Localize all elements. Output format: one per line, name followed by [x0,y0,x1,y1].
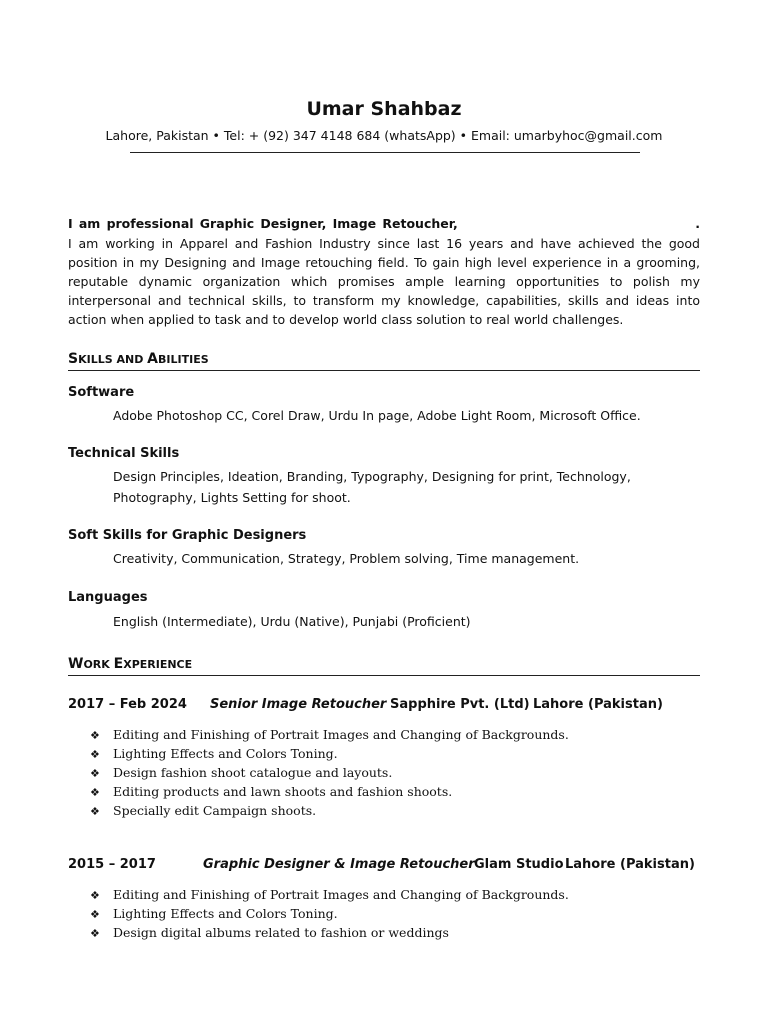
job-location: Lahore (Pakistan) [533,697,663,712]
software-list: Adobe Photoshop CC, Corel Draw, Urdu In page, Adobe Light Room, Microsoft Office. [113,408,641,423]
diamond-bullet-icon: ❖ [90,786,100,799]
list-item: ❖ Specially edit Campaign shoots. [90,802,569,821]
technical-skills-heading: Technical Skills [68,446,180,461]
work-section-title: WORK EXPERIENCE [68,656,700,676]
headline-word: Image [332,216,377,231]
headline-word: Designer, [260,216,327,231]
job-location: Lahore (Pakistan) [565,857,695,872]
job-bullet-list [90,886,569,943]
job-company: Sapphire Pvt. (Ltd) [390,697,530,712]
list-item: ❖ Editing and Finishing of Portrait Images and Changing of Backgrounds. [90,726,569,745]
job-bullet-list [90,726,569,821]
contact-line: Lahore, Pakistan • Tel: + (92) 347 4148 684 (whatsApp) • Email: umarbyhoc@gmail.com [105,128,663,143]
job-title: Senior Image Retoucher [210,697,387,712]
summary-paragraph: I am working in Apparel and Fashion Industry since last 16 years and have achieved the good position in my Designing and Image retouching field. To gain high level experience in a grooming, reputable dynamic organization which promises ample learning opportunities to polish my interpersonal and technical skills, to transform my knowledge, capabilities, skills and ideas into action when applied to task and to develop world class solution to real world challenges. [68,236,700,327]
headline-gap [464,216,679,231]
soft-skills-list: Creativity, Communication, Strategy, Problem solving, Time management. [113,551,580,566]
job-row [68,697,708,717]
headline-period: . [695,216,700,231]
list-item: ❖ Editing and Finishing of Portrait Images and Changing of Backgrounds. [90,886,569,905]
headline-word: Graphic [199,216,255,231]
languages-list: English (Intermediate), Urdu (Native), Punjabi (Proficient) [113,614,471,629]
diamond-bullet-icon: ❖ [90,767,100,780]
languages-heading: Languages [68,590,148,605]
job-title: Graphic Designer & Image Retoucher [203,857,475,872]
skills-section-title: SKILLS AND ABILITIES [68,351,700,371]
diamond-bullet-icon: ❖ [90,908,100,921]
headline-word: am [78,216,101,231]
header-divider [130,152,640,153]
list-item: ❖ Lighting Effects and Colors Toning. [90,905,569,924]
job-dates: 2015 – 2017 [68,857,156,872]
job-row [68,857,708,877]
technical-skills-list: Design Principles, Ideation, Branding, Typography, Designing for print, Technology, Photography, Lights Setting for shoot. [113,469,631,505]
soft-skills-heading: Soft Skills for Graphic Designers [68,528,307,543]
list-item: ❖ Editing products and lawn shoots and fashion shoots. [90,783,569,802]
headline [68,216,700,231]
candidate-name: Umar Shahbaz [306,98,462,120]
diamond-bullet-icon: ❖ [90,748,100,761]
job-company: Glam Studio [474,857,564,872]
job-dates: 2017 – Feb 2024 [68,697,187,712]
diamond-bullet-icon: ❖ [90,889,100,902]
list-item: ❖ Lighting Effects and Colors Toning. [90,745,569,764]
software-heading: Software [68,385,135,400]
diamond-bullet-icon: ❖ [90,729,100,742]
diamond-bullet-icon: ❖ [90,805,100,818]
list-item: ❖ Design digital albums related to fashion or weddings [90,924,569,943]
headline-word: I [68,216,73,231]
diamond-bullet-icon: ❖ [90,927,100,940]
list-item: ❖ Design fashion shoot catalogue and layouts. [90,764,569,783]
headline-word: professional [106,216,194,231]
headline-word: Retoucher, [382,216,458,231]
